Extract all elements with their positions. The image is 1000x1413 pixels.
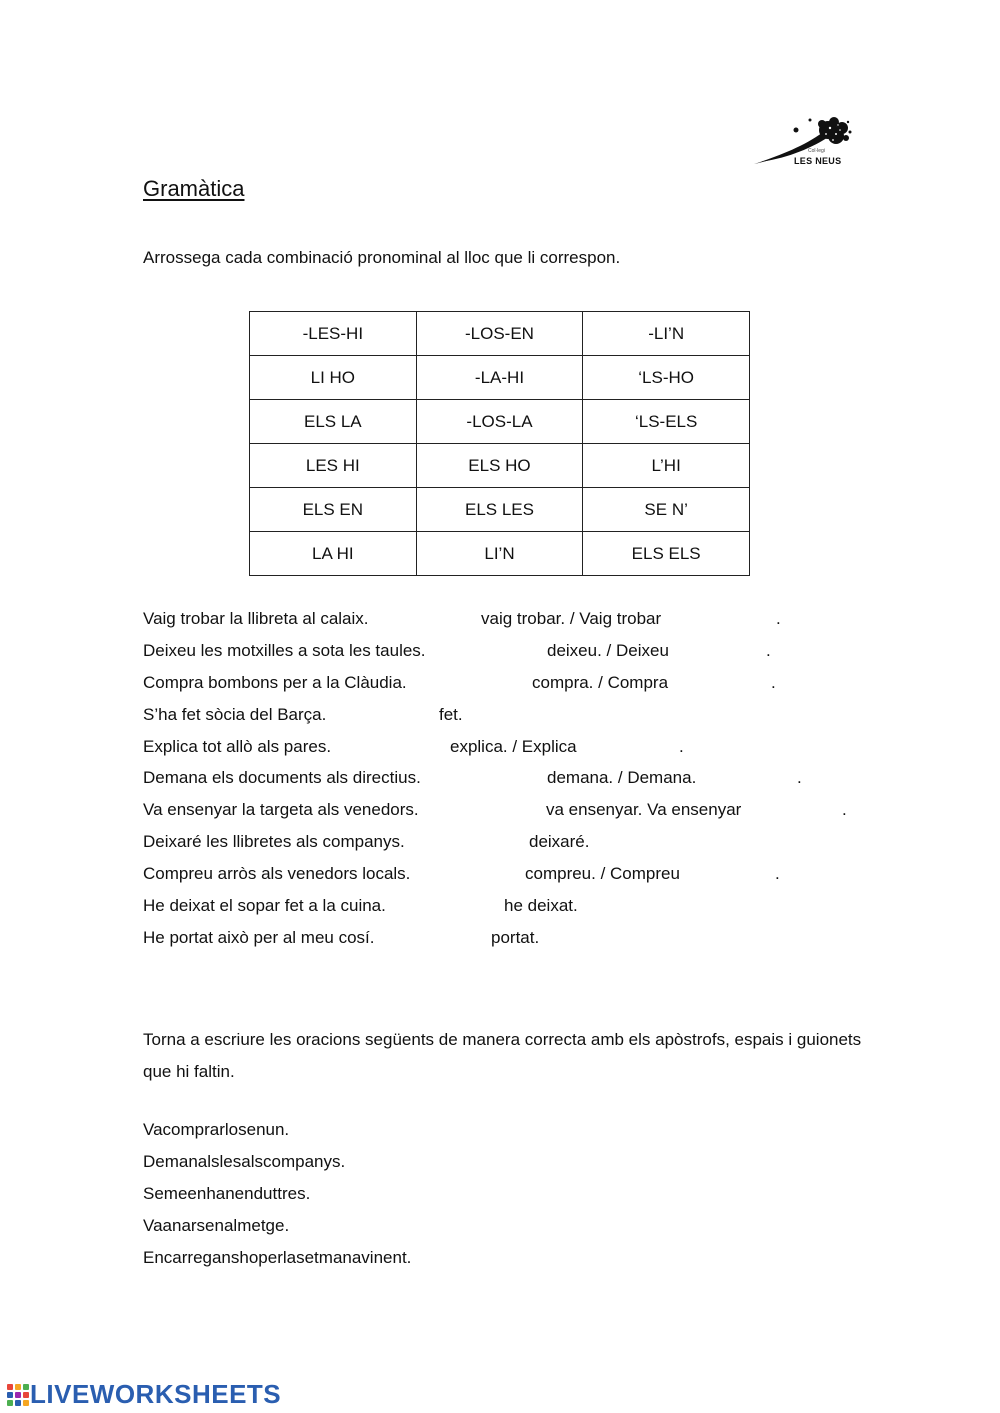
sentence-row [143, 737, 863, 769]
sentence-answer-text: va ensenyar. Va ensenyar [546, 800, 742, 820]
sentence-end: . [775, 864, 780, 884]
draggable-word[interactable]: ELS HO [416, 444, 583, 488]
sentence-row [143, 609, 863, 641]
sentence-end: . [679, 736, 684, 756]
liveworksheets-logo-text: LIVEWORKSHEETS [30, 1379, 282, 1409]
sentence-original: Deixaré les llibretes als companys. [143, 832, 405, 852]
draggable-word[interactable]: -LI’N [583, 312, 750, 356]
sentence-end: . [771, 672, 776, 692]
sentence-answer-text: deixeu. / Deixeu [547, 640, 669, 660]
table-row [250, 400, 750, 444]
instruction-text: Arrossega cada combinació pronominal al lloc que li correspon. [143, 248, 621, 267]
rewrite-item: Vacomprarlosenun. [143, 1120, 290, 1139]
draggable-word[interactable]: -LES-HI [250, 312, 417, 356]
draggable-word[interactable]: ELS ELS [583, 532, 750, 576]
liveworksheets-grid-icon [7, 1384, 29, 1406]
draggable-word[interactable]: LA HI [250, 532, 417, 576]
sentence-original: S’ha fet sòcia del Barça. [143, 704, 327, 724]
draggable-word[interactable]: LI’N [416, 532, 583, 576]
table-row [250, 312, 750, 356]
sentence-end: . [776, 609, 781, 628]
table-row [250, 356, 750, 400]
sentence-row [143, 705, 863, 737]
sentence-answer-text: fet. [439, 704, 463, 724]
sentence-row [143, 864, 863, 896]
sentence-original: Deixeu les motxilles a sota les taules. [143, 640, 426, 660]
logo-text: LES NEUS [794, 156, 842, 166]
draggable-word[interactable]: ‘LS-ELS [583, 400, 750, 444]
sentence-original: Compra bombons per a la Clàudia. [143, 672, 407, 692]
sentence-answer-text: demana. / Demana. [547, 768, 697, 788]
rewrite-item: Demanalslesalscompanys. [143, 1151, 346, 1171]
sentence-original: He portat això per al meu cosí. [143, 927, 375, 947]
draggable-word[interactable]: SE N’ [583, 488, 750, 532]
sentence-row [143, 800, 863, 832]
sentence-row [143, 928, 863, 960]
rewrite-item: Encarreganshoperlasetmanavinent. [143, 1247, 412, 1267]
sentence-list [143, 609, 863, 960]
sentence-original: He deixat el sopar fet a la cuina. [143, 896, 386, 916]
draggable-word[interactable]: -LOS-EN [416, 312, 583, 356]
sentence-end: . [842, 800, 847, 820]
draggable-word[interactable]: ELS EN [250, 488, 417, 532]
sentence-row [143, 673, 863, 705]
sentence-answer-text: vaig trobar. / Vaig trobar [481, 609, 662, 628]
draggable-word[interactable]: LI HO [250, 356, 417, 400]
page-title: Gramàtica [143, 176, 245, 201]
rewrite-item: Semeenhanenduttres. [143, 1183, 311, 1203]
draggable-word[interactable]: ‘LS-HO [583, 356, 750, 400]
pronoun-table [249, 311, 750, 576]
sentence-original: Va ensenyar la targeta als venedors. [143, 800, 419, 820]
rewrite-instruction: Torna a escriure les oracions següents de manera correcta amb els apòstrofs, espais i guionets que hi faltin. [143, 1030, 862, 1081]
sentence-row [143, 768, 863, 800]
rewrite-list [143, 1120, 411, 1279]
draggable-word[interactable]: LES HI [250, 444, 417, 488]
sentence-answer-text: portat. [491, 927, 540, 947]
sentence-row [143, 896, 863, 928]
sentence-original: Demana els documents als directius. [143, 768, 421, 788]
sentence-answer-text: explica. / Explica [450, 736, 577, 756]
draggable-word[interactable]: -LOS-LA [416, 400, 583, 444]
sentence-row [143, 832, 863, 864]
logo-small-text: Col·legi [808, 148, 825, 154]
sentence-answer-text: he deixat. [504, 896, 578, 916]
rewrite-item: Vaanarsenalmetge. [143, 1215, 290, 1235]
sentence-end: . [797, 768, 802, 788]
table-row [250, 532, 750, 576]
table-row [250, 444, 750, 488]
draggable-word[interactable]: ELS LA [250, 400, 417, 444]
table-row [250, 488, 750, 532]
sentence-row [143, 641, 863, 673]
draggable-word[interactable]: ELS LES [416, 488, 583, 532]
sentence-answer-text: compreu. / Compreu [525, 864, 680, 884]
sentence-answer-text: deixaré. [529, 832, 590, 852]
sentence-original: Compreu arròs als venedors locals. [143, 864, 411, 884]
draggable-word[interactable]: L’HI [583, 444, 750, 488]
sentence-original: Vaig trobar la llibreta al calaix. [143, 609, 369, 628]
draggable-word[interactable]: -LA-HI [416, 356, 583, 400]
sentence-answer-text: compra. / Compra [532, 672, 669, 692]
sentence-end: . [766, 640, 771, 660]
sentence-original: Explica tot allò als pares. [143, 736, 332, 756]
